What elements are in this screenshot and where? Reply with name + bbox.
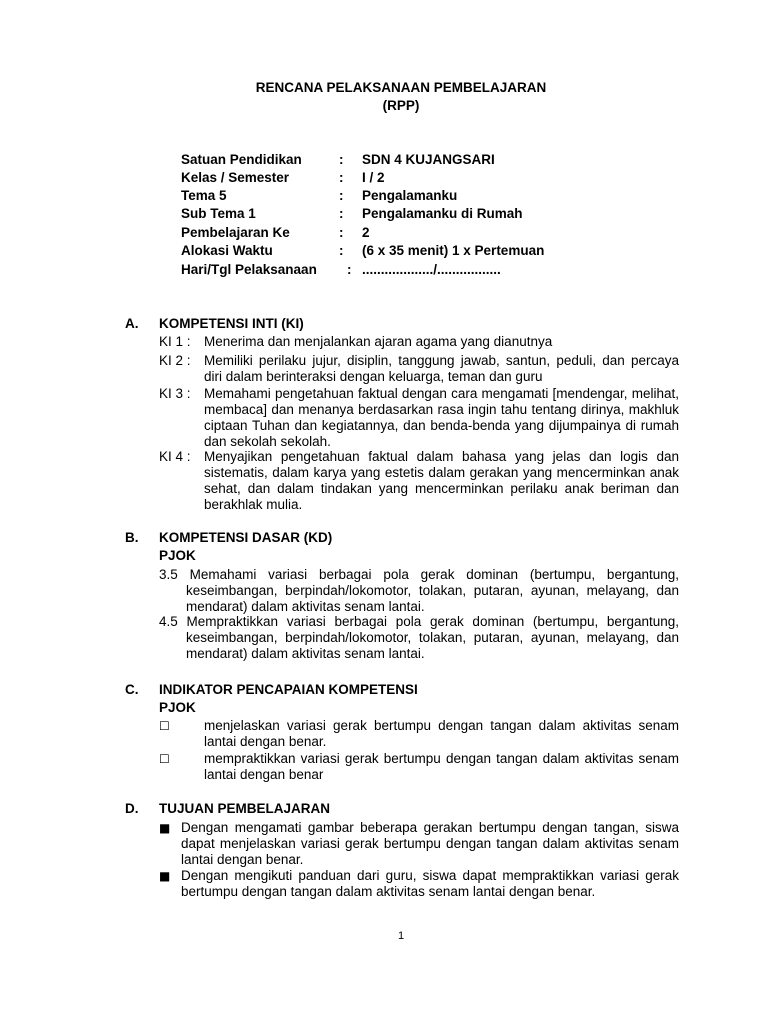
ki-code: KI 1 : — [159, 334, 191, 349]
ki-code: KI 4 : — [159, 449, 191, 464]
checkbox-icon: ☐ — [159, 719, 170, 733]
ki-text: Menerima dan menjalankan ajaran agama yang dianutnya — [204, 334, 553, 349]
info-colon: : — [347, 262, 352, 277]
section-a-heading — [0, 315, 768, 333]
goal-text: Dengan mengikuti panduan dari guru, siswa dapat mempraktikkan variasi gerak bertumpu dengan tangan dalam aktivitas senam lantai dengan benar. — [181, 868, 679, 899]
subject-label: PJOK — [159, 548, 196, 563]
checkbox-icon: ☐ — [159, 752, 170, 766]
square-bullet-icon: ■ — [159, 869, 171, 883]
section-letter: C. — [125, 682, 139, 697]
goal-item-1 — [159, 820, 679, 868]
info-label: Satuan Pendidikan — [181, 152, 302, 167]
indicator-text: mempraktikkan variasi gerak bertumpu dengan tangan dalam aktivitas senam lantai dengan benar — [204, 751, 679, 782]
section-letter: D. — [125, 801, 139, 816]
kd-item-4-5: 4.5 Mempraktikkan variasi berbagai pola gerak dominan (bertumpu, bergantung, keseimbangan, berpindah/lokomotor, tolakan, putaran, ayunan, melayang, dan mendarat) dalam aktivitas senam lantai. — [159, 614, 679, 661]
ki-code: KI 3 : — [159, 386, 191, 401]
info-colon: : — [339, 243, 344, 258]
info-label: Kelas / Semester — [181, 170, 290, 185]
section-b-heading — [0, 529, 768, 547]
indicator-item-1 — [159, 718, 679, 750]
info-row-hari — [181, 261, 701, 279]
section-letter: B. — [125, 530, 139, 545]
goal-item-2 — [159, 868, 679, 900]
ki-text: Memiliki perilaku jujur, disiplin, tanggung jawab, santun, peduli, dan percaya diri dalam berinteraksi dengan keluarga, teman dan guru — [204, 353, 679, 384]
ki-item-4 — [159, 449, 679, 513]
info-row-subtema — [181, 205, 701, 223]
info-value: I / 2 — [362, 170, 385, 185]
info-row-satuan — [181, 151, 701, 169]
info-label: Tema 5 — [181, 188, 227, 203]
doc-title: RENCANA PELAKSANAAN PEMBELAJARAN — [255, 80, 547, 95]
section-letter: A. — [125, 316, 139, 331]
info-value: Pengalamanku — [362, 188, 458, 203]
info-label: Hari/Tgl Pelaksanaan — [181, 262, 317, 277]
info-colon: : — [339, 225, 344, 240]
kd-item-3-5: 3.5 Memahami variasi berbagai pola gerak dominan (bertumpu, bergantung, keseimbangan, berpindah/lokomotor, tolakan, putaran, ayunan, melayang, dan mendarat) dalam aktivitas senam lantai. — [159, 567, 679, 614]
ki-item-1 — [159, 334, 679, 350]
info-value: .................../................. — [362, 262, 501, 277]
info-value: Pengalamanku di Rumah — [362, 206, 523, 221]
section-c-heading — [0, 681, 768, 699]
doc-subtitle: (RPP) — [382, 98, 420, 113]
subject-label: PJOK — [159, 700, 196, 715]
info-value: (6 x 35 menit) 1 x Pertemuan — [362, 243, 545, 258]
ki-item-3 — [159, 386, 679, 450]
section-title: KOMPETENSI DASAR (KD) — [159, 530, 333, 545]
info-label: Alokasi Waktu — [181, 243, 273, 258]
info-colon: : — [339, 152, 344, 167]
section-title: KOMPETENSI INTI (KI) — [159, 316, 304, 331]
info-value: 2 — [362, 225, 370, 240]
info-row-tema — [181, 187, 701, 205]
ki-item-2 — [159, 353, 679, 385]
info-row-pembelajaran — [181, 224, 701, 242]
info-colon: : — [339, 206, 344, 221]
section-title: INDIKATOR PENCAPAIAN KOMPETENSI — [159, 682, 418, 697]
square-bullet-icon: ■ — [159, 821, 171, 835]
indicator-text: menjelaskan variasi gerak bertumpu dengan tangan dalam aktivitas senam lantai dengan benar. — [204, 718, 679, 749]
info-row-alokasi — [181, 242, 701, 260]
section-d-heading — [0, 800, 768, 818]
info-label: Sub Tema 1 — [181, 206, 256, 221]
info-row-kelas — [181, 169, 701, 187]
ki-text: Memahami pengetahuan faktual dengan cara mengamati [mendengar, melihat, membaca] dan menanya berdasarkan rasa ingin tahu tentang dirinya, makhluk ciptaan Tuhan dan kegiatannya, dan benda-benda yang dijumpainya di rumah dan sekolah sekolah. — [204, 386, 679, 449]
info-colon: : — [339, 170, 344, 185]
section-title: TUJUAN PEMBELAJARAN — [159, 801, 331, 816]
goal-text: Dengan mengamati gambar beberapa gerakan bertumpu dengan tangan, siswa dapat menjelaskan variasi gerak bertumpu dengan tangan dalam aktivitas senam lantai dengan benar. — [181, 820, 679, 867]
page-number: 1 — [397, 930, 405, 942]
ki-code: KI 2 : — [159, 353, 191, 368]
info-label: Pembelajaran Ke — [181, 225, 290, 240]
info-colon: : — [339, 188, 344, 203]
indicator-item-2 — [159, 751, 679, 783]
ki-text: Menyajikan pengetahuan faktual dalam bahasa yang jelas dan logis dan sistematis, dalam karya yang estetis dalam gerakan yang mencerminkan anak sehat, dan dalam tindakan yang mencerminkan perilaku anak beriman dan berakhlak mulia. — [204, 449, 679, 512]
info-value: SDN 4 KUJANGSARI — [362, 152, 495, 167]
